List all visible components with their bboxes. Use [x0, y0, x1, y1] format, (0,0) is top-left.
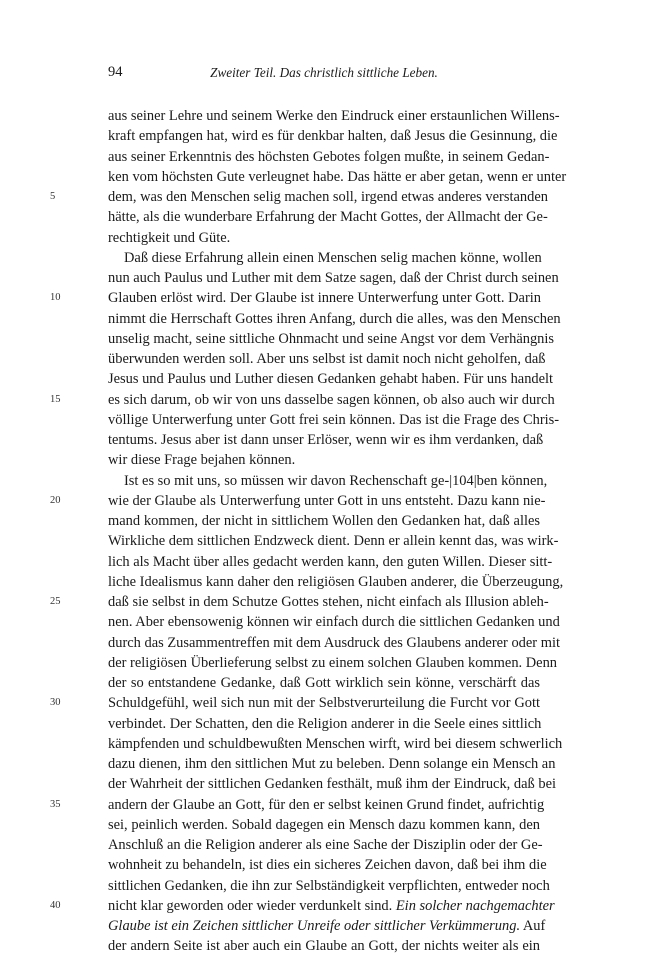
- line-text: wohnheit zu behandeln, ist dies ein sicheres Zeichen davon, daß bei ihm die: [108, 857, 547, 874]
- line-text: verbindet. Der Schatten, den die Religion anderer in die Seele eines sittlich: [108, 715, 542, 732]
- text-line: [108, 329, 555, 349]
- text-line: [108, 349, 546, 369]
- text-line: [108, 552, 553, 572]
- line-text-italic: Glaube ist ein Zeichen sittlicher Unreife oder sittlicher Verkümmerung.: [108, 918, 521, 934]
- line-text-italic: Ein solcher nachgemachter: [395, 897, 555, 914]
- text-line: [108, 734, 563, 754]
- line-text: Auf: [520, 918, 546, 934]
- line-text: Anschluß an die Religion anderer als eine Sache der Disziplin oder der Ge-: [108, 837, 543, 853]
- line-number: 25: [50, 596, 61, 607]
- text-line: [108, 147, 550, 167]
- text-line: [108, 774, 556, 794]
- line-text: sittlichen Gedanken, die ihn zur Selbständigkeit verpflichten, entweder noch: [108, 877, 550, 894]
- line-text: Glauben erlöst wird. Der Glaube ist innere Unterwerfung unter Gott. Darin: [108, 290, 541, 307]
- line-text: Schuldgefühl, weil sich nun mit der Selbstverurteilung die Furcht vor Gott: [108, 695, 540, 712]
- line-text: daß sie selbst in dem Schutze Gottes stehen, nicht einfach als Illusion ableh-: [108, 594, 549, 610]
- line-number: 10: [50, 292, 61, 304]
- line-text: dem, was den Menschen selig machen soll, irgend etwas anderes verstanden: [108, 189, 548, 205]
- line-text: es sich darum, ob wir von uns dasselbe sagen können, ob also auch wir durch: [108, 391, 555, 408]
- line-text: lich als Macht über alles gedacht werden kann, den guten Willen. Dieser sitt-: [108, 553, 553, 570]
- line-text: überwunden werden soll. Aber uns selbst ist damit noch nicht geholfen, daß: [108, 351, 546, 367]
- line-text: Daß diese Erfahrung allein einen Menschen selig machen könne, wollen: [124, 249, 542, 266]
- text-line: [108, 248, 540, 268]
- line-text: aus seiner Erkenntnis des höchsten Gebotes folgen mußte, in seinem Gedan-: [108, 148, 550, 165]
- text-line: [50, 896, 555, 916]
- text-line: [108, 126, 558, 146]
- text-line: [108, 531, 559, 551]
- text-line: [108, 309, 561, 329]
- text-line: [108, 410, 560, 430]
- text-line: [108, 207, 548, 227]
- text-line: [108, 430, 544, 450]
- text-line: [50, 795, 545, 815]
- text-line: [50, 592, 549, 612]
- text-line: [108, 633, 560, 653]
- line-number: 35: [50, 798, 61, 810]
- text-line: [50, 288, 541, 308]
- line-number: 15: [50, 393, 61, 405]
- text-line: [108, 714, 540, 734]
- line-text: der so entstandene Gedanke, daß Gott wirklich sein könne, verschärft das: [108, 675, 540, 691]
- line-number: 30: [50, 697, 61, 709]
- line-text: tentums. Jesus aber ist dann unser Erlöser, wenn wir es ihm verdanken, daß: [108, 432, 544, 448]
- line-text: ken vom höchsten Gute verleugnet habe. Das hätte er aber getan, wenn er unter: [108, 168, 567, 185]
- text-line: [108, 572, 564, 592]
- text-line: [108, 612, 560, 632]
- text-line: [108, 450, 540, 470]
- text-line: [50, 390, 555, 410]
- line-number: 5: [50, 191, 56, 202]
- text-line: [108, 815, 540, 835]
- line-text: unselig macht, seine sittliche Ohnmacht und seine Angst vor dem Verhängnis: [108, 330, 555, 347]
- line-text: mand kommen, der nicht in sittlichem Wollen den Gedanken hat, daß alles: [108, 513, 540, 529]
- line-text: der andern Seite ist aber auch ein Glaube an Gott, der nichts weiter als ein: [108, 938, 540, 955]
- text-line: [50, 693, 540, 713]
- running-title: Zweiter Teil. Das christlich sittliche Leben.: [210, 65, 438, 80]
- text-line: [108, 855, 547, 875]
- line-text: völlige Unterwerfung unter Gott frei sein können. Das ist die Frage des Chris-: [108, 411, 560, 428]
- line-text: dazu dienen, ihm den sittlichen Mut zu beleben. Denn solange ein Mensch an: [108, 756, 556, 772]
- text-line: [108, 471, 548, 491]
- line-text: nen. Aber ebensowenig können wir einfach durch die sittlichen Gedanken und: [108, 614, 560, 631]
- text-line: [108, 754, 556, 774]
- line-text: nicht klar geworden oder wieder verdunkelt sind.: [108, 897, 396, 914]
- line-text: durch das Zusammentreffen mit dem Ausdruck des Glaubens anderer oder mit: [108, 634, 560, 651]
- line-text: liche Idealismus kann daher den religiösen Glauben anderer, die Überzeugung,: [108, 573, 564, 590]
- line-text: andern der Glaube an Gott, für den er selbst keinen Grund findet, aufrichtig: [108, 796, 545, 813]
- line-text: kämpfenden und schuldbewußten Menschen wirft, wird bei diesem schwerlich: [108, 735, 563, 752]
- line-text: wir diese Frage bejahen können.: [108, 452, 296, 469]
- text-line: [108, 916, 546, 936]
- line-number: 40: [50, 899, 61, 911]
- text-line: [108, 167, 567, 187]
- line-text: Jesus und Paulus und Luther diesen Gedanken gehabt haben. Für uns handelt: [108, 371, 554, 388]
- line-text: Wirkliche dem sittlichen Endzweck dient. Denn er allein kennt das, was wirk-: [108, 533, 559, 550]
- line-text: sei, peinlich werden. Sobald dagegen ein Mensch dazu kommen kann, den: [108, 816, 540, 833]
- text-line: [108, 673, 540, 693]
- text-line: [108, 511, 540, 531]
- line-text: Ist es so mit uns, so müssen wir davon Rechenschaft ge-|104|ben können,: [124, 472, 548, 489]
- body-text: [50, 106, 567, 957]
- text-line: [108, 268, 559, 288]
- line-text: wie der Glaube als Unterwerfung unter Gott in uns entsteht. Dazu kann nie-: [108, 492, 546, 509]
- text-line: [108, 369, 554, 389]
- text-line: [108, 106, 560, 126]
- line-text: aus seiner Lehre und seinem Werke den Eindruck einer erstaunlichen Willens-: [108, 108, 560, 124]
- line-text: der religiösen Überlieferung selbst zu einem solchen Glauben kommen. Denn: [108, 654, 558, 671]
- line-number: 20: [50, 494, 61, 506]
- text-line: [50, 491, 546, 511]
- text-line: [108, 876, 550, 896]
- text-line: [108, 936, 540, 956]
- text-line: [108, 835, 543, 855]
- line-text: kraft empfangen hat, wird es für denkbar halten, daß Jesus die Gesinnung, die: [108, 128, 558, 145]
- page-number: 94: [108, 64, 123, 80]
- line-text: rechtigkeit und Güte.: [108, 229, 231, 246]
- line-text: nun auch Paulus und Luther mit dem Satze sagen, daß der Christ durch seinen: [108, 270, 559, 286]
- line-text: nimmt die Herrschaft Gottes ihren Anfang, durch die alles, was den Menschen: [108, 310, 561, 327]
- line-text: der Wahrheit der sittlichen Gedanken festhält, muß ihm der Eindruck, daß bei: [108, 776, 556, 793]
- text-line: [50, 187, 548, 207]
- text-line: [108, 228, 540, 248]
- line-text: hätte, als die wunderbare Erfahrung der Macht Gottes, der Allmacht der Ge-: [108, 209, 548, 226]
- running-head: [108, 64, 540, 84]
- text-line: [108, 653, 558, 673]
